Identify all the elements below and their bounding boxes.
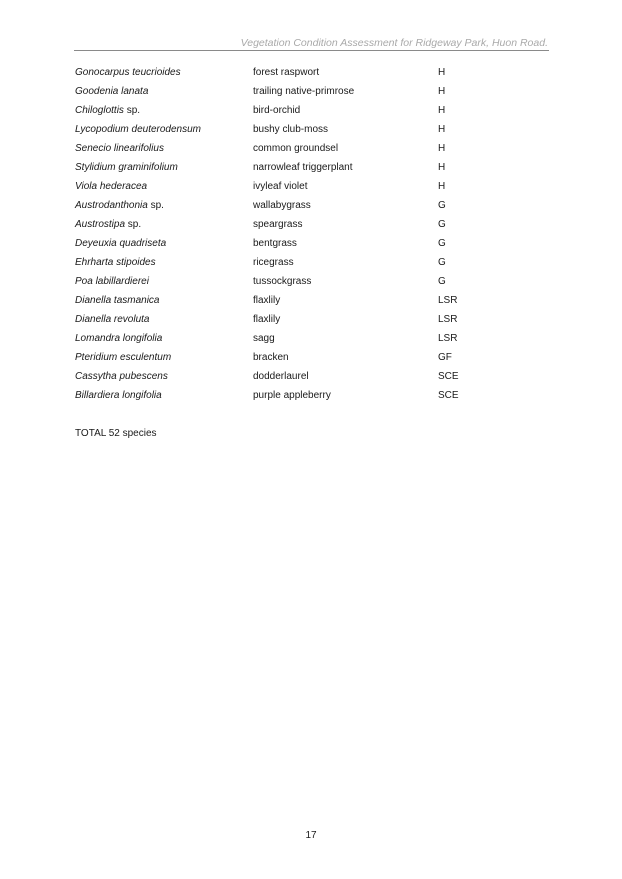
scientific-name-italic: Austrostipa xyxy=(75,219,126,230)
common-name: bracken xyxy=(253,352,289,363)
scientific-name-italic: Cassytha pubescens xyxy=(75,371,168,382)
scientific-name xyxy=(75,310,150,329)
table-row xyxy=(75,386,475,405)
lifeform-code: G xyxy=(438,257,446,268)
common-name: flaxlily xyxy=(253,295,281,306)
lifeform-code: LSR xyxy=(438,314,458,325)
scientific-name-suffix: sp. xyxy=(147,200,164,211)
scientific-name-italic: Ehrharta stipoides xyxy=(75,257,156,268)
table-row xyxy=(75,158,475,177)
lifeform-code: SCE xyxy=(438,390,459,401)
scientific-name xyxy=(75,82,148,101)
common-name: tussockgrass xyxy=(253,276,312,287)
common-name: bird-orchid xyxy=(253,105,301,116)
table-row xyxy=(75,82,475,101)
scientific-name-italic: Lomandra longifolia xyxy=(75,333,163,344)
common-name: ricegrass xyxy=(253,257,294,268)
table-row xyxy=(75,253,475,272)
lifeform-code: LSR xyxy=(438,333,458,344)
scientific-name xyxy=(75,348,171,367)
table-row xyxy=(75,367,475,386)
table-row xyxy=(75,329,475,348)
table-row xyxy=(75,291,475,310)
scientific-name xyxy=(75,329,162,348)
scientific-name-italic: Senecio linearifolius xyxy=(75,143,164,154)
scientific-name-italic: Viola hederacea xyxy=(75,181,148,192)
common-name: speargrass xyxy=(253,219,303,230)
lifeform-code: SCE xyxy=(438,371,459,382)
page-number: 17 xyxy=(305,830,317,841)
common-name: common groundsel xyxy=(253,143,339,154)
table-row xyxy=(75,196,475,215)
scientific-name-italic: Billardiera longifolia xyxy=(75,390,162,401)
table-row xyxy=(75,101,475,120)
scientific-name-italic: Lycopodium deuterodensum xyxy=(75,124,202,135)
lifeform-code: H xyxy=(438,67,446,78)
table-row xyxy=(75,348,475,367)
scientific-name-italic: Pteridium esculentum xyxy=(75,352,172,363)
common-name: narrowleaf triggerplant xyxy=(253,162,353,173)
lifeform-code: H xyxy=(438,143,446,154)
scientific-name-italic: Austrodanthonia xyxy=(75,200,148,211)
scientific-name-italic: Dianella tasmanica xyxy=(75,295,160,306)
lifeform-code: GF xyxy=(438,352,452,363)
common-name: wallabygrass xyxy=(253,200,311,211)
lifeform-code: H xyxy=(438,86,446,97)
lifeform-code: LSR xyxy=(438,295,458,306)
table-row xyxy=(75,177,475,196)
scientific-name xyxy=(75,367,168,386)
scientific-name-italic: Deyeuxia quadriseta xyxy=(75,238,167,249)
common-name: trailing native-primrose xyxy=(253,86,355,97)
header-rule xyxy=(74,50,549,51)
table-row xyxy=(75,310,475,329)
lifeform-code: H xyxy=(438,124,446,135)
scientific-name xyxy=(75,63,181,82)
common-name: ivyleaf violet xyxy=(253,181,308,192)
scientific-name xyxy=(75,234,166,253)
scientific-name-italic: Goodenia lanata xyxy=(75,86,149,97)
scientific-name-italic: Gonocarpus teucrioides xyxy=(75,67,181,78)
common-name: bentgrass xyxy=(253,238,297,249)
lifeform-code: G xyxy=(438,219,446,230)
table-row xyxy=(75,215,475,234)
scientific-name-italic: Dianella revoluta xyxy=(75,314,150,325)
lifeform-code: G xyxy=(438,238,446,249)
scientific-name xyxy=(75,215,141,234)
running-header: Vegetation Condition Assessment for Ridgeway Park, Huon Road. xyxy=(240,37,548,49)
scientific-name xyxy=(75,158,178,177)
common-name: flaxlily xyxy=(253,314,281,325)
table-row xyxy=(75,63,475,82)
scientific-name xyxy=(75,291,160,310)
scientific-name xyxy=(75,386,162,405)
table-row xyxy=(75,139,475,158)
scientific-name xyxy=(75,253,156,272)
scientific-name-suffix: sp. xyxy=(123,105,141,116)
scientific-name xyxy=(75,177,147,196)
scientific-name xyxy=(75,120,201,139)
table-row xyxy=(75,120,475,139)
species-table xyxy=(75,63,475,405)
lifeform-code: H xyxy=(438,105,446,116)
scientific-name-italic: Poa labillardierei xyxy=(75,276,149,287)
scientific-name xyxy=(75,139,164,158)
scientific-name-italic: Stylidium graminifolium xyxy=(75,162,178,173)
scientific-name-suffix: sp. xyxy=(125,219,142,230)
lifeform-code: G xyxy=(438,276,446,287)
table-row xyxy=(75,234,475,253)
table-row xyxy=(75,272,475,291)
common-name: dodderlaurel xyxy=(253,371,309,382)
scientific-name xyxy=(75,196,164,215)
scientific-name xyxy=(75,101,140,120)
lifeform-code: H xyxy=(438,162,446,173)
scientific-name-italic: Chiloglottis xyxy=(75,105,124,116)
common-name: purple appleberry xyxy=(253,390,331,401)
lifeform-code: H xyxy=(438,181,446,192)
common-name: sagg xyxy=(253,333,275,344)
common-name: bushy club-moss xyxy=(253,124,329,135)
scientific-name xyxy=(75,272,149,291)
total-species: TOTAL 52 species xyxy=(75,428,157,439)
lifeform-code: G xyxy=(438,200,446,211)
common-name: forest raspwort xyxy=(253,67,320,78)
